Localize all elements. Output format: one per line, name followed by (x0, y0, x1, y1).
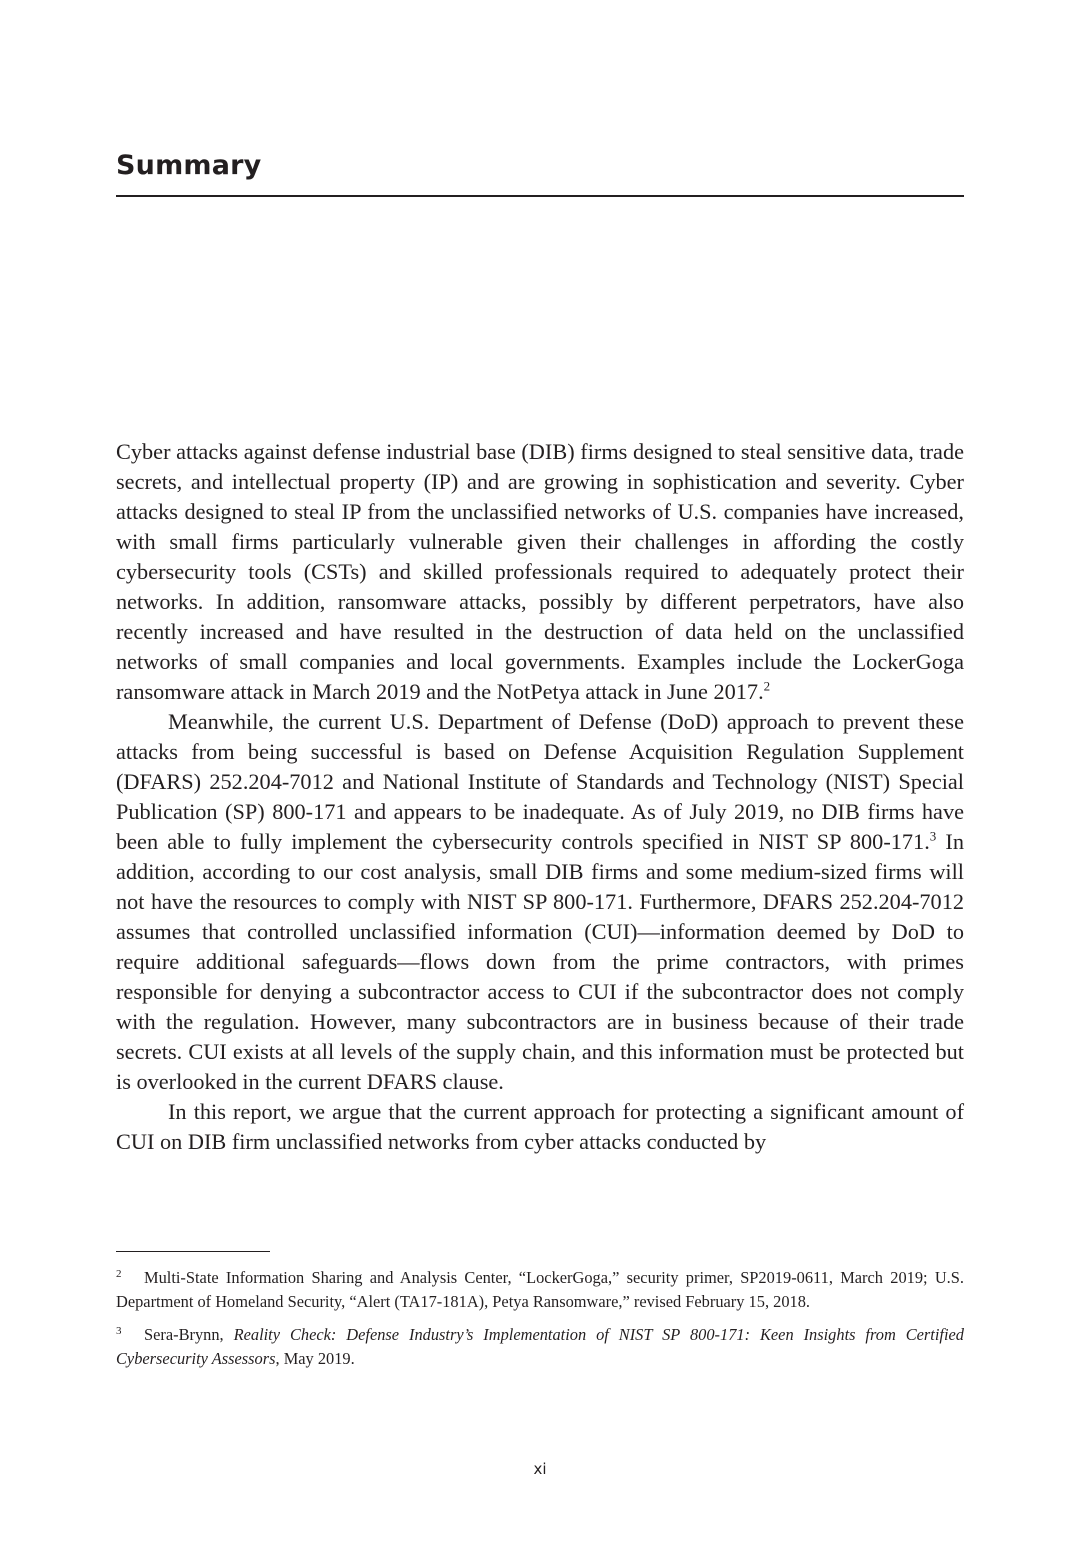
page-title: Summary (116, 150, 262, 181)
paragraph-2 (116, 707, 964, 1097)
footnote-separator (116, 1251, 270, 1252)
footnotes (116, 1266, 964, 1380)
paragraph-1-text: Cyber attacks against defense industrial base (DIB) firms designed to steal sensitive data, trade secrets, and intellectual property (IP) and are growing in sophistication and severity. Cyber attacks designed to steal IP from the unclassified networks of U.S. companies have increased, with small firms particularly vulnerable given their challenges in affording the costly cybersecurity tools (CSTs) and skilled professionals required to adequately protect their networks. In addition, ransomware attacks, possibly by different perpetrators, have also recently increased and have resulted in the destruction of data held on the unclassified networks of small companies and local governments. Examples include the LockerGoga ransomware attack in March 2019 and the NotPetya attack in June 2017. (116, 439, 964, 704)
title-underline (116, 195, 964, 197)
footnote-date: , May 2019. (275, 1348, 355, 1368)
footnote-3: 3 Sera-Brynn, Reality Check: Defense Industry’s Implementation of NIST SP 800-171: Keen Insights from Certified Cybersecurity Assessors, May 2019. (116, 1324, 964, 1368)
footnote-ref-3[interactable]: 3 (929, 828, 937, 844)
paragraph-3 (116, 1097, 964, 1157)
footnote-author: Sera-Brynn, (144, 1325, 234, 1344)
paragraph-3-text: In this report, we argue that the current approach for protecting a significant amount of CUI on DIB firm unclassified networks from cyber attacks conducted by (116, 1099, 964, 1154)
paragraph-2-text-start: Meanwhile, the current U.S. Department of Defense (DoD) approach to prevent these attacks from being successful is based on Defense Acquisition Regulation Supplement (DFARS) 252.204-7012 and National Institute of Standards and Technology (NIST) Special Publication (SP) 800-171 and appears to be inadequate. As of July 2019, no DIB firms have been able to fully implement the cybersecurity controls specified in NIST SP 800-171. (116, 709, 964, 854)
footnote-2: 2 Multi-State Information Sharing and Analysis Center, “LockerGoga,” security primer, SP2019-0611, March 2019; U.S. Department of Homeland Security, “Alert (TA17-181A), Petya Ransomware,” revised February 15, 2018. (116, 1267, 964, 1311)
page-number: xi (533, 1460, 547, 1478)
footnote-title: Reality Check: Defense Industry’s Implementation of NIST SP 800-171: Keen Insights from Certified Cybersecurity Assessors (116, 1325, 964, 1368)
footnote-text: Multi-State Information Sharing and Analysis Center, “LockerGoga,” security primer, SP2019-0611, March 2019; U.S. Department of Homeland Security, “Alert (TA17-181A), Petya Ransomware,” revised February 15, 2018. (116, 1268, 964, 1311)
paragraph-1 (116, 437, 964, 707)
paragraph-2-text-end: In addition, according to our cost analysis, small DIB firms and some medium-sized firms will not have the resources to comply with NIST SP 800-171. Furthermore, DFARS 252.204-7012 assumes that controlled unclassified information (CUI)—information deemed by DoD to require additional safeguards—flows down from the prime contractors, with primes responsible for denying a subcontractor access to CUI if the subcontractor does not comply with the regulation. However, many subcontractors are in business because of their trade secrets. CUI exists at all levels of the supply chain, and this information must be protected but is overlooked in the current DFARS clause. (116, 829, 964, 1094)
footnote-ref-2[interactable]: 2 (763, 678, 771, 694)
body-text (116, 437, 964, 1157)
